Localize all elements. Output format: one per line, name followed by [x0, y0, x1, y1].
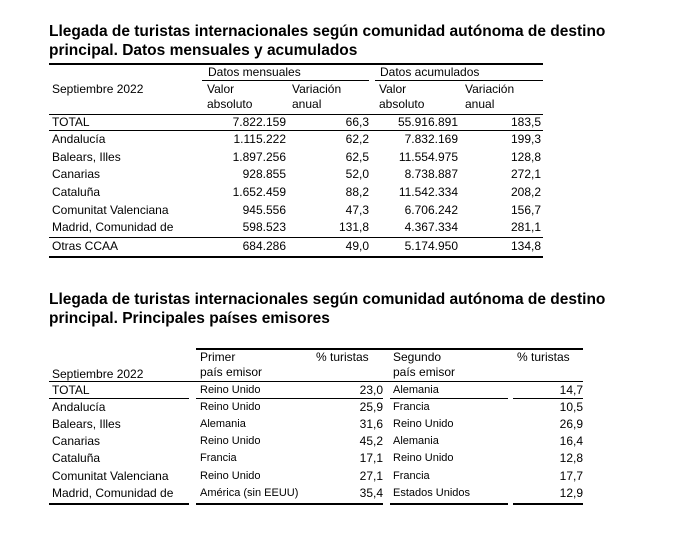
col-label-line: absoluto: [379, 97, 425, 111]
table2-col-first-pct: % turistas: [316, 350, 369, 364]
table1-title-line2: principal. Datos mensuales y acumulados: [49, 42, 358, 59]
table1-row-cumulative-var: 156,7: [510, 203, 541, 217]
table1-row-cumulative-var: 199,3: [510, 132, 541, 146]
table2-total-rule-first: [196, 398, 383, 399]
table1-title: [49, 22, 641, 60]
table2-row-second-pct: 17,7: [559, 469, 583, 483]
col-label-line: Valor: [207, 82, 235, 96]
table2-row-region: Madrid, Comunidad de: [52, 486, 174, 500]
table1-row-cumulative-abs: 11.554.975: [398, 150, 458, 164]
table1-bottom-rule: [49, 256, 543, 258]
col-label-line: Segundo: [393, 350, 442, 364]
table1-row-region: Madrid, Comunidad de: [52, 220, 174, 234]
table1-row-region: TOTAL: [52, 115, 90, 129]
table2-row-first: Reino Unido: [200, 384, 261, 396]
table1-row-cumulative-var: 208,2: [510, 185, 541, 199]
table2-total-rule-second: [390, 398, 508, 399]
table1-period: Septiembre 2022: [52, 82, 144, 96]
col-label-line: Primer: [200, 350, 236, 364]
table1-row-monthly-var: 131,8: [338, 220, 369, 234]
table1-row-monthly-abs: 945.556: [242, 203, 286, 217]
table1-row-monthly-var: 49,0: [345, 239, 369, 253]
col-label-line: país emisor: [200, 365, 263, 379]
table1-row-monthly-var: 62,5: [345, 150, 369, 164]
table2-row-second: Reino Unido: [393, 452, 454, 464]
table2-row-first-pct: 45,2: [359, 434, 383, 448]
table1-group-cumulative: Datos acumulados: [380, 65, 480, 79]
table2-col-first: [200, 350, 262, 380]
table1-row-cumulative-abs: 55.916.891: [397, 115, 458, 129]
table1-row-cumulative-abs: 4.367.334: [404, 220, 458, 234]
table1-total-rule: [49, 130, 543, 131]
table2-title-line1: Llegada de turistas internacionales según comunidad autónoma de destino: [49, 291, 606, 308]
table1-row-monthly-abs: 1.652.459: [232, 185, 286, 199]
table2-row-region: Comunitat Valenciana: [52, 469, 169, 483]
table1-title-line1: Llegada de turistas internacionales según comunidad autónoma de destino: [49, 23, 606, 40]
table1-others-rule: [49, 237, 543, 238]
table1-row-monthly-abs: 7.822.159: [232, 115, 286, 129]
table1-row-region: Otras CCAA: [52, 239, 119, 253]
table2-period: Septiembre 2022: [52, 367, 144, 381]
table2-row-first: Francia: [200, 452, 237, 464]
table2-row-second-pct: 12,8: [559, 451, 583, 465]
table1-row-cumulative-abs: 7.832.169: [404, 132, 458, 146]
col-label-line: anual: [465, 97, 495, 111]
table1-row-cumulative-var: 281,1: [510, 220, 541, 234]
table2-total-rule-second-pct: [513, 398, 583, 399]
table2-bottom-rule-first: [196, 503, 383, 505]
table1-group-rule-cumulative: [375, 80, 543, 81]
table1-col-monthly-var: [292, 82, 341, 112]
table2-row-first-pct: 31,6: [359, 417, 383, 431]
table2-total-rule-region: [49, 398, 189, 399]
table2-row-second: Alemania: [393, 435, 439, 447]
table2-row-second-pct: 10,5: [559, 400, 583, 414]
table2-row-first: Reino Unido: [200, 435, 261, 447]
table1-row-region: Comunitat Valenciana: [52, 203, 169, 217]
table2-row-region: Andalucía: [52, 400, 106, 414]
table1-col-monthly-abs: [207, 82, 252, 112]
table2-row-first-pct: 35,4: [359, 486, 383, 500]
table2-row-second: Reino Unido: [393, 418, 454, 430]
table2-title-line2: principal. Principales países emisores: [49, 310, 330, 327]
table1-row-cumulative-abs: 11.542.334: [398, 185, 458, 199]
table1-group-monthly: Datos mensuales: [208, 65, 301, 79]
table1-row-monthly-var: 52,0: [345, 167, 369, 181]
table1-row-cumulative-var: 128,8: [510, 150, 541, 164]
table2-row-first: América (sin EEUU): [200, 487, 299, 499]
table2-col-second-pct: % turistas: [517, 350, 570, 364]
table2-header-bottom-rule: [49, 381, 583, 382]
table2-row-second: Alemania: [393, 384, 439, 396]
col-label-line: absoluto: [207, 97, 253, 111]
table2-row-second-pct: 12,9: [559, 486, 583, 500]
table1-row-monthly-abs: 928.855: [242, 167, 286, 181]
col-label-line: Variación: [465, 82, 515, 96]
table2-row-first: Reino Unido: [200, 470, 261, 482]
col-label-line: anual: [292, 97, 322, 111]
table2-row-first: Alemania: [200, 418, 246, 430]
table1-col-cumulative-abs: [379, 82, 424, 112]
table1-row-monthly-var: 88,2: [345, 185, 369, 199]
table2-row-second-pct: 16,4: [559, 434, 583, 448]
col-label-line: país emisor: [393, 365, 456, 379]
table1-row-cumulative-var: 183,5: [510, 115, 541, 129]
table2-row-first-pct: 23,0: [359, 383, 383, 397]
table2-col-second: [393, 350, 455, 380]
table2-row-first-pct: 17,1: [359, 451, 383, 465]
table2-row-region: Cataluña: [52, 451, 101, 465]
table2-row-region: TOTAL: [52, 383, 90, 397]
table2-row-second: Francia: [393, 470, 430, 482]
table1-row-cumulative-var: 272,1: [510, 167, 541, 181]
table1-row-region: Balears, Illes: [52, 150, 121, 164]
table1-row-monthly-var: 47,3: [345, 203, 369, 217]
table1-row-monthly-abs: 598.523: [242, 220, 286, 234]
table2-row-first-pct: 25,9: [359, 400, 383, 414]
table2-row-second-pct: 14,7: [559, 383, 583, 397]
table1-row-monthly-var: 66,3: [345, 115, 369, 129]
table1-row-monthly-var: 62,2: [345, 132, 369, 146]
table2-row-first-pct: 27,1: [359, 469, 383, 483]
table2-title: [49, 290, 641, 328]
col-label-line: Valor: [379, 82, 407, 96]
table1-row-monthly-abs: 1.115.222: [233, 132, 286, 146]
table2-bottom-rule-second-pct: [513, 503, 583, 505]
col-label-line: Variación: [292, 82, 342, 96]
table2-bottom-rule-second: [390, 503, 508, 505]
table2-bottom-rule-region: [49, 503, 189, 505]
table1-row-cumulative-abs: 6.706.242: [404, 203, 458, 217]
table2-row-region: Canarias: [52, 434, 101, 448]
table2-row-first: Reino Unido: [200, 401, 261, 413]
table1-row-region: Cataluña: [52, 185, 101, 199]
table1-group-rule-monthly: [202, 80, 369, 81]
table1-row-cumulative-var: 134,8: [510, 239, 541, 253]
table1-row-region: Andalucía: [52, 132, 106, 146]
table2-row-second: Estados Unidos: [393, 487, 471, 499]
table1-row-monthly-abs: 1.897.256: [232, 150, 286, 164]
table2-row-region: Balears, Illes: [52, 417, 121, 431]
table1-row-cumulative-abs: 5.174.950: [404, 239, 458, 253]
table2-row-second-pct: 26,9: [559, 417, 583, 431]
table1-row-monthly-abs: 684.286: [242, 239, 286, 253]
table1-col-cumulative-var: [465, 82, 514, 112]
table1-row-cumulative-abs: 8.738.887: [404, 167, 458, 181]
table2-row-second: Francia: [393, 401, 430, 413]
table1-row-region: Canarias: [52, 167, 101, 181]
